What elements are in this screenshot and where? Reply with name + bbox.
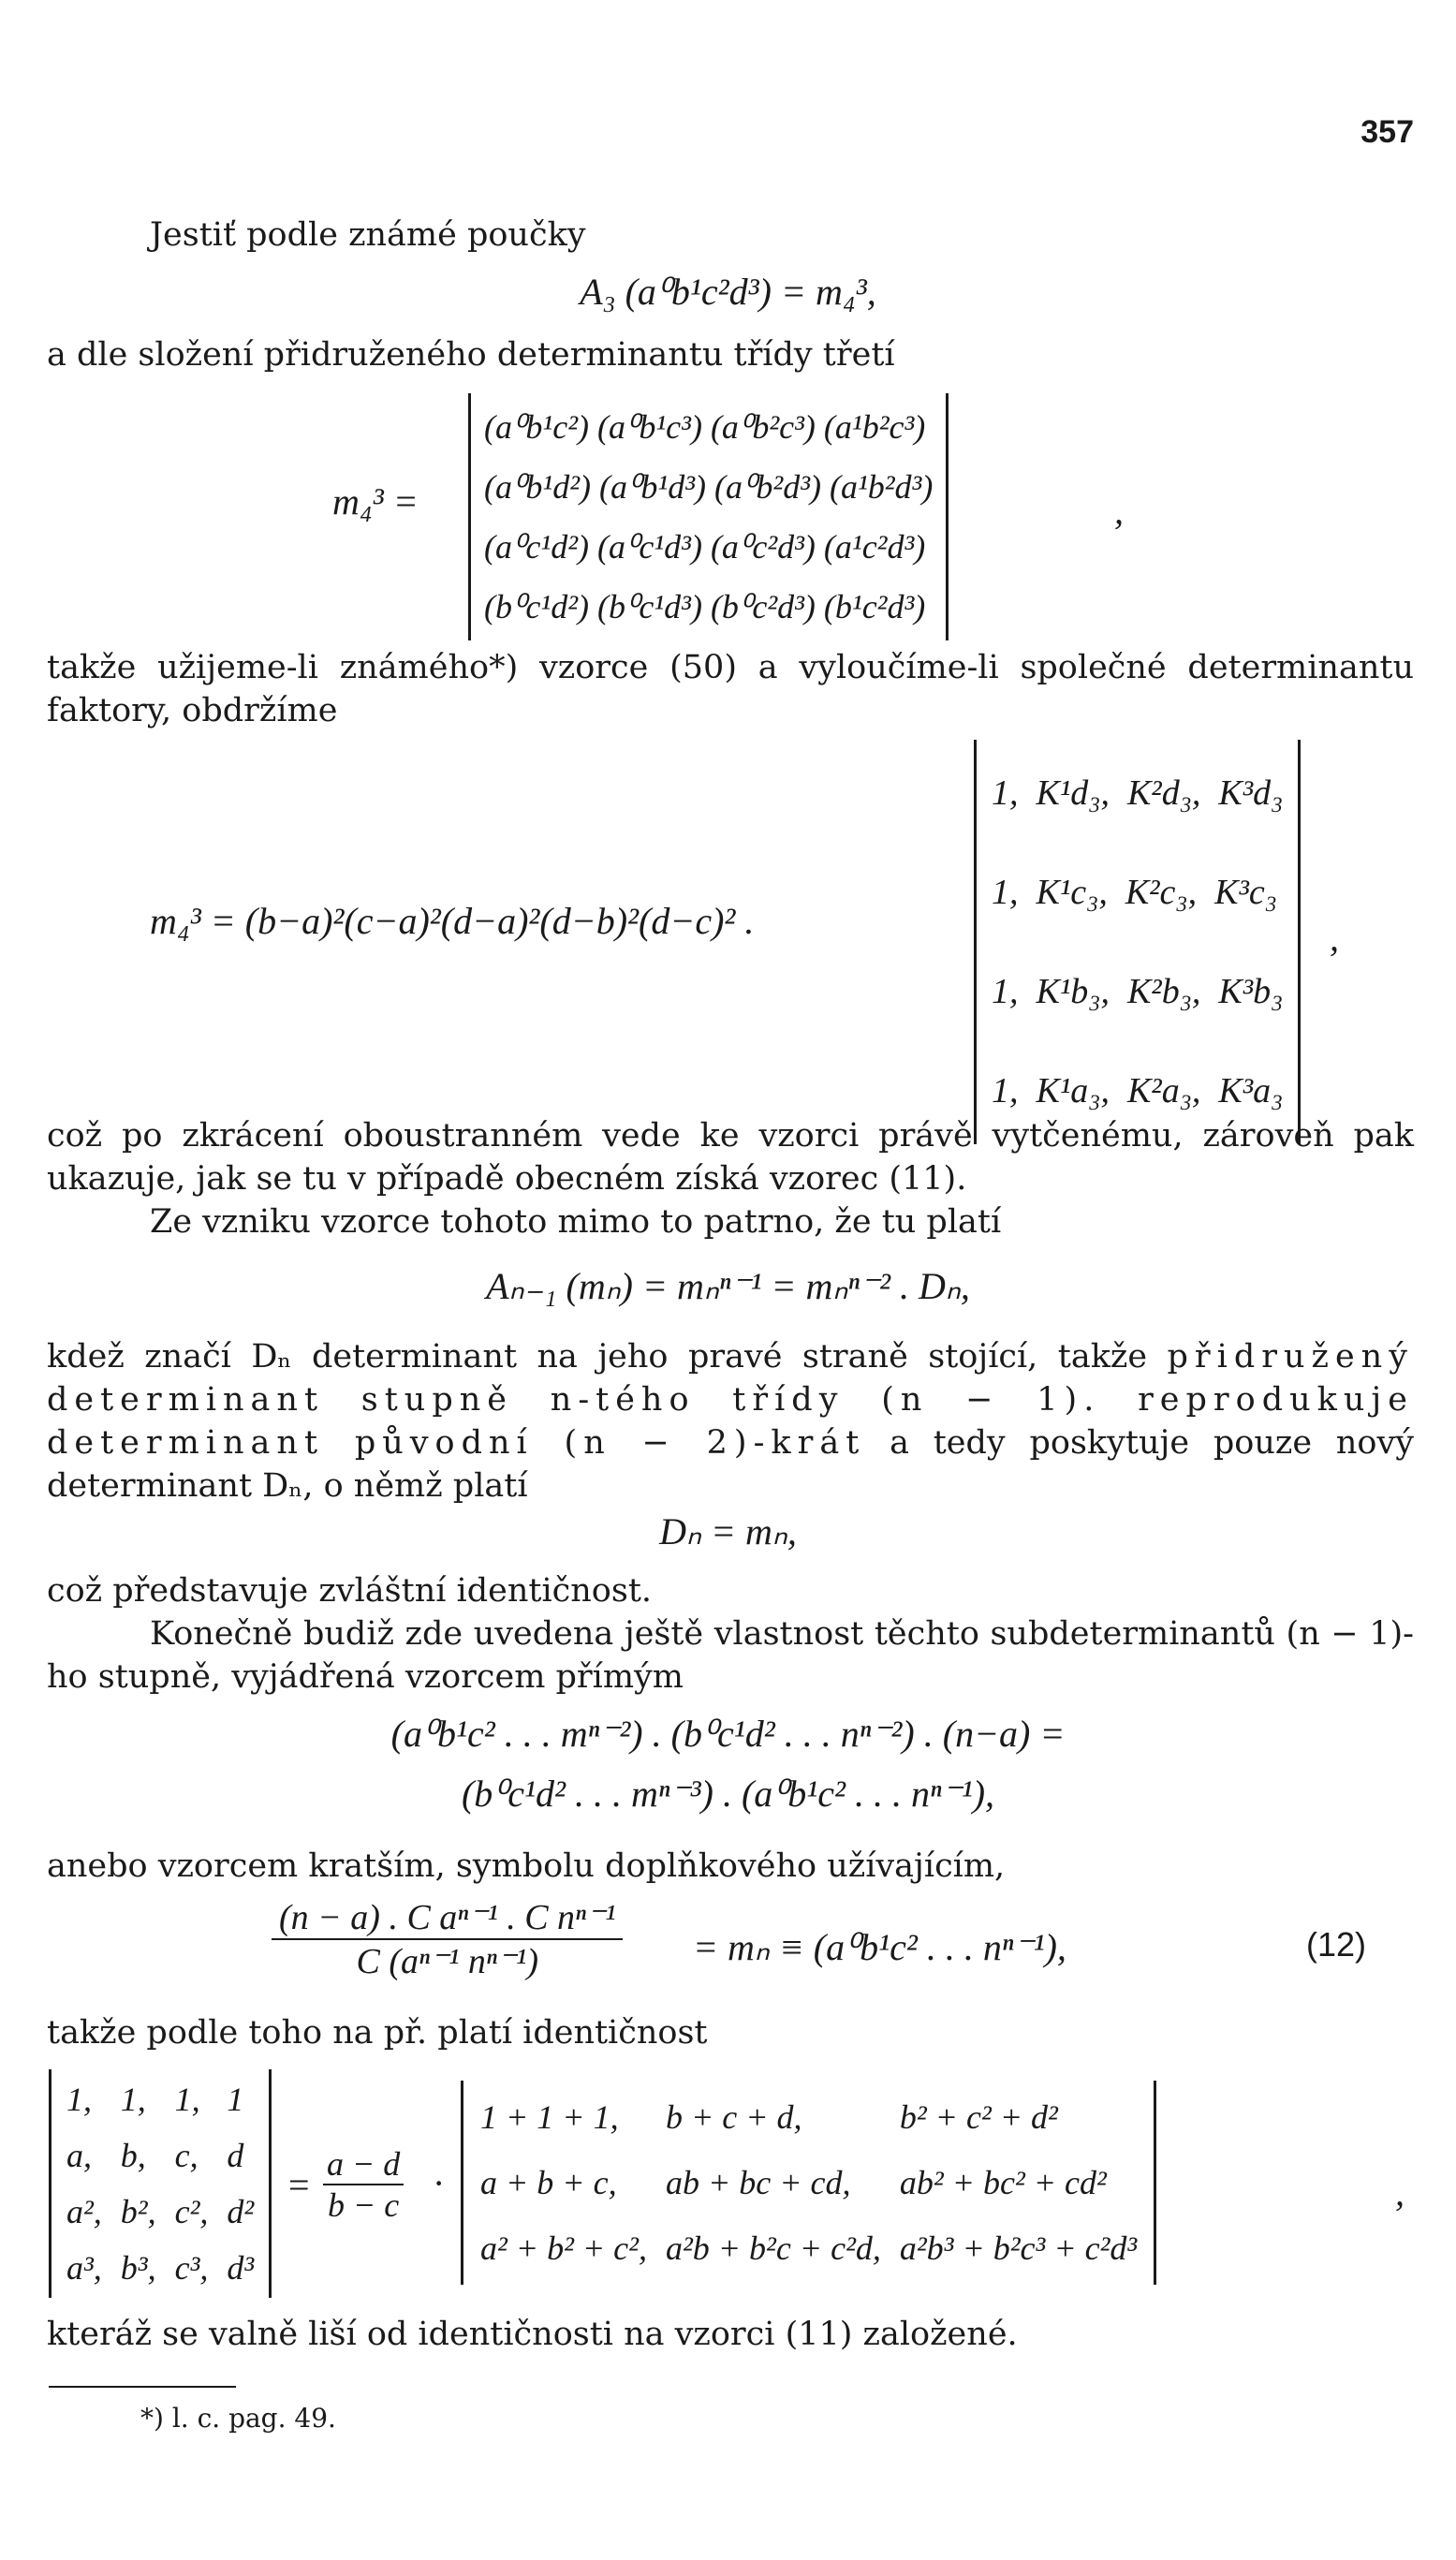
equation-dn: Dₙ = mₙ, <box>659 1510 797 1552</box>
fraction-ad-bc <box>323 2144 404 2225</box>
table-row <box>57 2127 263 2184</box>
cell: 1 + 1 + 1, <box>480 2098 619 2136</box>
cell: a³, <box>66 2249 102 2287</box>
paragraph-determinant-intro: a dle složení přidruženého determinantu třídy třetí <box>47 336 895 374</box>
paragraph-takze: takže podle toho na př. platí identičnost <box>47 2014 708 2052</box>
cell: a², <box>66 2193 102 2230</box>
paragraph-zkraceni: což po zkrácení oboustranném vede ke vzorci právě vytčenému, zároveň pak ukazuje, jak se tu v případě obecném získá vzorec (11). <box>47 1117 1414 1198</box>
equation-direct-2: (b⁰c¹d² . . . mⁿ⁻³) . (a⁰b¹c² . . . nⁿ⁻¹), <box>461 1773 995 1815</box>
table-row <box>57 2071 263 2127</box>
cell: a, <box>66 2137 92 2174</box>
comma: , <box>1395 2171 1405 2214</box>
cell: a²b³ + b²c³ + c²d³ <box>899 2229 1138 2267</box>
det-row: (a⁰c¹d²) (a⁰c¹d³) (a⁰c²d³) (a¹c²d³) <box>484 528 926 566</box>
detk-row: 1, K¹b₃, K²b₃, K³b₃ <box>992 972 1284 1011</box>
cell: b, <box>120 2137 146 2174</box>
equation-number: (12) <box>1306 1925 1367 1964</box>
multiplication-dot: · <box>433 2162 446 2204</box>
comma: , <box>1330 917 1339 959</box>
page-number: 357 <box>1360 114 1414 150</box>
equation-direct-1: (a⁰b¹c² . . . mⁿ⁻²) . (b⁰c¹d² . . . nⁿ⁻²) . (n−a) = <box>390 1713 1066 1755</box>
cell: d³ <box>227 2249 255 2287</box>
cell: b + c + d, <box>665 2098 802 2136</box>
table-row <box>471 2150 1146 2215</box>
fraction-numerator: (n − a) . C aⁿ⁻¹ . C nⁿ⁻¹ <box>272 1896 623 1940</box>
paragraph-vzorce-50: takže užijeme-li známého*) vzorce (50) a vyloučíme-li společné determinantu faktory, obdržíme <box>47 649 1414 729</box>
table-row <box>471 2084 1146 2150</box>
comma: , <box>1114 490 1124 532</box>
fraction-12 <box>272 1896 623 1982</box>
detk-row: 1, K¹d₃, K²d₃, K³d₃ <box>992 773 1284 813</box>
spaced-emphasis: přidružený determinant stupně n-tého třídy (n − 1). reprodukuje determinant původní (n − 2)-krát <box>47 1338 1414 1462</box>
m4-label: m₄³ = <box>332 480 419 522</box>
cell: b², <box>120 2193 156 2230</box>
table-row <box>57 2184 263 2240</box>
fraction-denominator: b − c <box>328 2186 400 2224</box>
paragraph-kdez <box>47 1335 1414 1508</box>
cell: b³, <box>120 2249 156 2287</box>
cell: b² + c² + d² <box>899 2098 1058 2136</box>
detk-row: 1, K¹a₃, K²a₃, K³a₃ <box>992 1071 1284 1111</box>
cell: a²b + b²c + c²d, <box>665 2229 881 2267</box>
determinant-third-class <box>468 393 949 640</box>
equation-a3: A₃ (a⁰b¹c²d³) = m₄³, <box>580 271 876 313</box>
table-row <box>471 2215 1146 2281</box>
table-row <box>57 2240 263 2296</box>
fraction-numerator: a − d <box>323 2144 404 2185</box>
cell: c, <box>174 2137 199 2174</box>
cell: 1, <box>66 2081 92 2118</box>
equation-an1: Aₙ₋₁ (mₙ) = mₙⁿ⁻¹ = mₙⁿ⁻² . Dₙ, <box>486 1265 970 1307</box>
paragraph-intro: Jestiť podle známé poučky <box>150 216 586 254</box>
cell: 1, <box>120 2081 146 2118</box>
cell: a² + b² + c², <box>480 2229 647 2267</box>
determinant-vandermonde <box>49 2069 272 2298</box>
equals-sign: = <box>288 2164 310 2206</box>
cell: a + b + c, <box>480 2164 617 2201</box>
cell: c³, <box>174 2249 209 2287</box>
equation-12-rhs: = mₙ ≡ (a⁰b¹c² . . . nⁿ⁻¹), <box>693 1926 1066 1968</box>
cell: 1 <box>227 2081 244 2118</box>
cell: d <box>227 2137 244 2174</box>
footnote: *) l. c. pag. 49. <box>140 2403 336 2434</box>
detk-row: 1, K¹c₃, K²c₃, K³c₃ <box>992 873 1277 912</box>
fraction-denominator: C (aⁿ⁻¹ nⁿ⁻¹) <box>356 1942 538 1981</box>
cell: ab + bc + cd, <box>665 2164 851 2201</box>
cell: d² <box>227 2193 255 2230</box>
paragraph-vzniku: Ze vzniku vzorce tohoto mimo to patrno, že tu platí <box>150 1203 1002 1241</box>
det-row: (a⁰b¹d²) (a⁰b¹d³) (a⁰b²d³) (a¹b²d³) <box>484 468 934 506</box>
cell: 1, <box>174 2081 200 2118</box>
paragraph-konecne: Konečně budiž zde uvedena ještě vlastnost těchto subdeterminantů (n − 1)-ho stupně, vyjádřená vzorcem přímým <box>47 1615 1414 1696</box>
det-row: (b⁰c¹d²) (b⁰c¹d³) (b⁰c²d³) (b¹c²d³) <box>484 588 926 625</box>
det-row: (a⁰b¹c²) (a⁰b¹c³) (a⁰b²c³) (a¹b²c³) <box>484 408 926 446</box>
paragraph-identicnost: což představuje zvláštní identičnost. <box>47 1572 653 1610</box>
equation-m4-product: m₄³ = (b−a)²(c−a)²(d−a)²(d−b)²(d−c)² . <box>150 900 755 942</box>
paragraph-liší: kteráž se valně liší od identičnosti na vzorci (11) založené. <box>47 2316 1018 2353</box>
text-poskytuje: a tedy poskytuje pouze nový determinant Dₙ, o němž platí <box>47 1424 1414 1505</box>
determinant-k <box>974 740 1301 1144</box>
determinant-sums <box>461 2081 1156 2285</box>
footnote-rule <box>49 2386 236 2388</box>
paragraph-kratsim: anebo vzorcem kratším, symbolu doplňkového užívajícím, <box>47 1847 1006 1885</box>
cell: ab² + bc² + cd² <box>899 2164 1107 2201</box>
text-kdez: kdež značí Dₙ determinant na jeho pravé straně stojící, takže <box>47 1338 1168 1376</box>
cell: c², <box>174 2193 209 2230</box>
